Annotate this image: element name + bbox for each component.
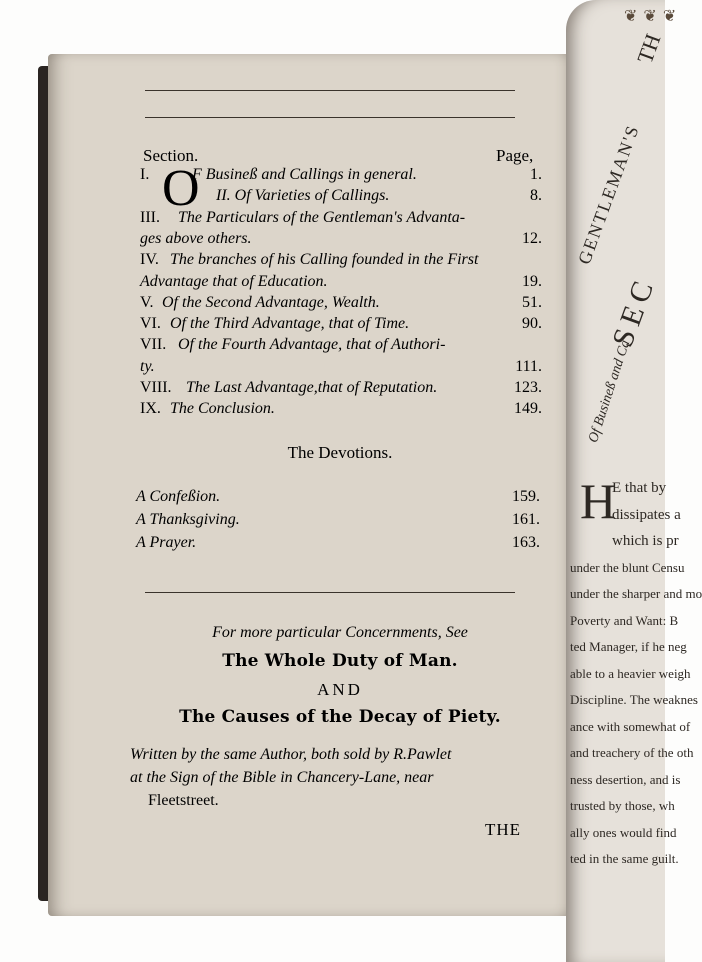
advert-line-2: at the Sign of the Bible in Chancery-Lane, near xyxy=(130,769,434,786)
devotion-title: A Prayer. xyxy=(136,534,197,551)
right-page-body-line: Poverty and Want: B xyxy=(570,612,679,628)
page-column-header: Page, xyxy=(496,146,534,165)
toc-entry-page: 111. xyxy=(515,357,542,375)
toc-row xyxy=(140,399,542,419)
devotion-page: 159. xyxy=(512,488,540,505)
right-page xyxy=(566,0,702,962)
top-rule xyxy=(145,90,515,91)
toc-entry-number: VI. xyxy=(140,315,161,333)
devotion-title: A Thanksgiving. xyxy=(136,511,240,528)
devotion-row xyxy=(136,533,540,553)
ornament-band-icon: ❦❦❦ xyxy=(624,8,683,25)
right-page-body-line: and treachery of the oth xyxy=(570,745,694,760)
toc-entry-number: IX. xyxy=(140,400,161,418)
advert-line-1: Written by the same Author, both sold by R.Pawlet xyxy=(130,746,452,763)
toc-entry-title: Of the Second Advantage, Wealth. xyxy=(162,293,380,311)
toc-entry-page: 12. xyxy=(522,229,542,247)
devotion-row xyxy=(136,487,540,507)
toc-row xyxy=(140,250,542,270)
right-page-body-line: ally ones would find xyxy=(570,824,677,840)
toc-entry-title: ty. xyxy=(140,357,155,375)
toc-row xyxy=(140,165,542,185)
toc-entry-number: IV. xyxy=(140,251,159,269)
toc-entry-page: 90. xyxy=(522,315,542,333)
toc-entry-title: Advantage that of Education. xyxy=(140,272,328,290)
right-page-body-line: Discipline. The weaknes xyxy=(570,692,698,707)
right-page-body-line: ness desertion, and is xyxy=(570,771,681,787)
right-page-body-line: dissipates a xyxy=(612,506,681,523)
right-page-body-line: ted in the same guilt. xyxy=(570,851,679,866)
toc-entry-page: 1. xyxy=(530,166,542,183)
toc-entry-number: I. xyxy=(140,166,150,183)
toc-entry-title: ges above others. xyxy=(140,229,252,247)
right-page-body-line: under the blunt Censu xyxy=(570,559,685,575)
devotion-row xyxy=(136,510,540,530)
drop-cap-letter: O xyxy=(162,160,200,217)
advert-intro: For more particular Concernments, See xyxy=(212,624,468,641)
toc-entry-page: 8. xyxy=(530,187,542,205)
toc-entry-title: The Last Advantage,that of Reputation. xyxy=(186,379,438,396)
toc-entry-title: The branches of his Calling founded in the First xyxy=(170,251,479,269)
toc-row xyxy=(140,378,542,398)
toc-entry-title: F Busineß and Callings in general. xyxy=(192,166,417,183)
right-page-vertical-title: GENTLEMAN'S xyxy=(574,121,644,267)
advert-and: AND xyxy=(317,680,363,699)
book-title-decay-of-piety: The Causes of the Decay of Piety. xyxy=(179,707,501,727)
toc-row xyxy=(140,335,542,355)
right-page-body-line: under the sharper and mo xyxy=(570,586,702,601)
advert-rule xyxy=(145,592,515,593)
toc-entry-page: 19. xyxy=(522,272,542,290)
toc-row xyxy=(140,208,542,228)
right-page-title-letters: TH xyxy=(632,30,666,67)
toc-entry-title: Of the Third Advantage, that of Time. xyxy=(170,315,410,333)
right-page-drop-cap: H xyxy=(580,473,617,529)
right-page-body-line: E that by xyxy=(612,480,667,496)
right-page-body-line: trusted by those, wh xyxy=(570,798,675,813)
toc-row xyxy=(140,357,542,377)
catchword: THE xyxy=(485,820,522,839)
right-page-body-line: able to a heavier weigh xyxy=(570,665,691,681)
toc-entry-title: The Conclusion. xyxy=(170,400,275,418)
toc-row xyxy=(140,229,542,249)
devotions-heading: The Devotions. xyxy=(287,443,393,462)
toc-entry-title: The Particulars of the Gentleman's Advanta- xyxy=(178,208,466,226)
toc-entry-number: V. xyxy=(140,293,154,311)
toc-row xyxy=(140,272,542,292)
right-page-body-line: ted Manager, if he neg xyxy=(570,639,687,654)
toc-entry-number: VIII. xyxy=(140,379,172,396)
toc-entry-page: 149. xyxy=(514,400,542,418)
advert-line-3: Fleetstreet. xyxy=(148,792,219,809)
devotion-title: A Confeßion. xyxy=(136,488,221,505)
right-page-body-line: which is pr xyxy=(612,533,679,549)
toc-row xyxy=(140,186,542,206)
toc-entry-number: III. xyxy=(140,208,160,226)
toc-entry-title: II. Of Varieties of Callings. xyxy=(216,187,390,205)
right-page-section-heading: SEC xyxy=(606,271,662,352)
toc-entry-page: 123. xyxy=(514,379,542,396)
toc-entry-title: Of the Fourth Advantage, that of Authori- xyxy=(178,336,446,354)
section-column-header: Section. xyxy=(143,146,199,165)
right-page-section-subtitle: Of Busineß and Ca xyxy=(586,338,634,445)
devotion-page: 161. xyxy=(512,511,540,528)
right-page-body-line: ance with somewhat of xyxy=(570,718,691,734)
devotion-page: 163. xyxy=(512,534,540,551)
toc-entry-number: VII. xyxy=(140,336,167,354)
toc-entry-page: 51. xyxy=(522,293,542,311)
toc-row xyxy=(140,293,542,313)
top-rule-second xyxy=(145,117,515,118)
book-title-whole-duty: The Whole Duty of Man. xyxy=(222,651,458,671)
toc-row xyxy=(140,314,542,334)
